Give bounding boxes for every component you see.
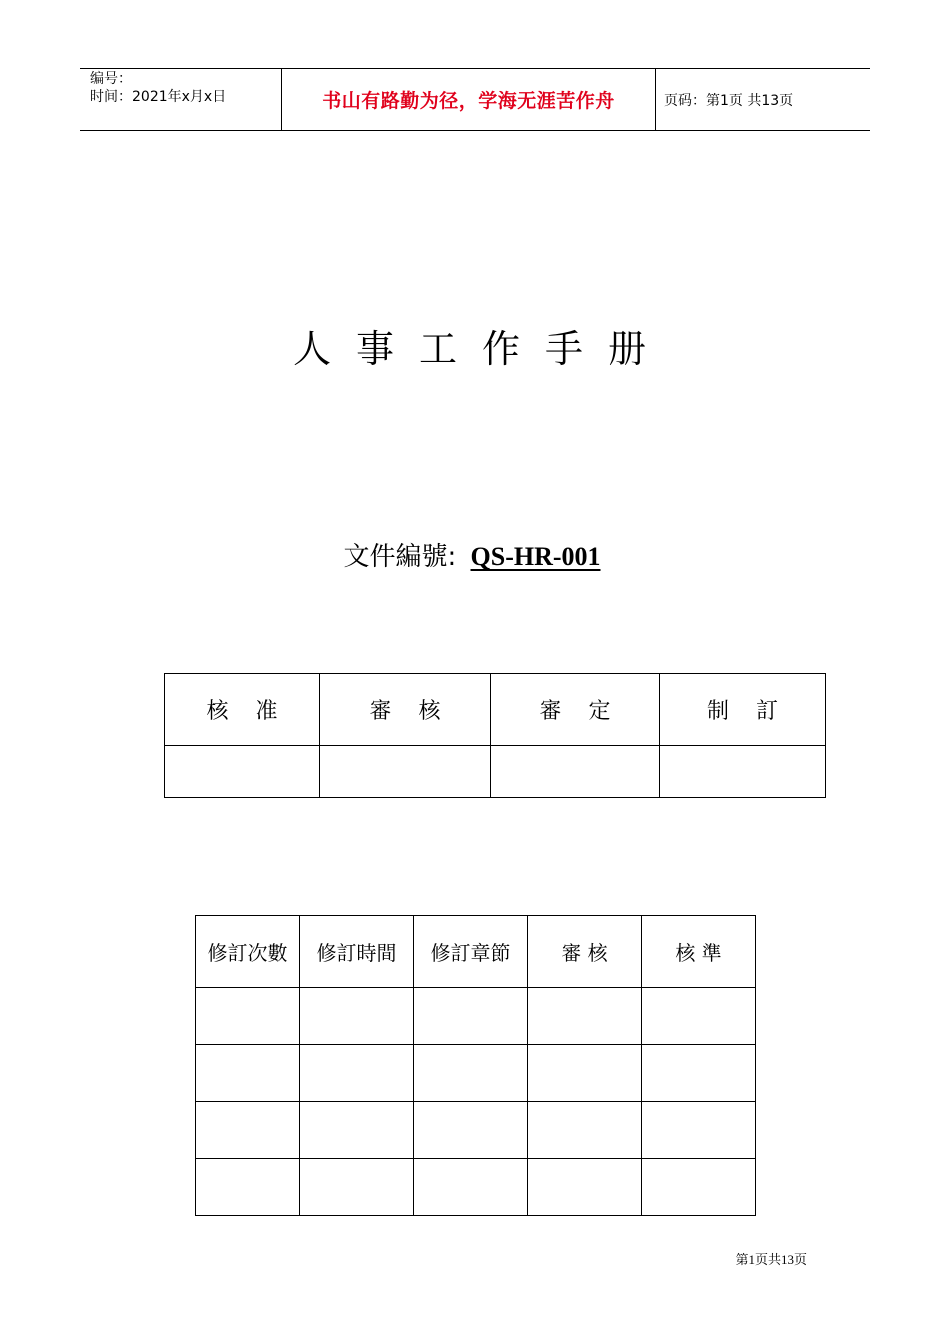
page-footer: 第1页共13页	[735, 1252, 807, 1267]
document-number-label: 文件編號:	[343, 542, 457, 572]
header-page-cell	[655, 69, 870, 130]
revision-header-time: 修訂時間	[300, 916, 414, 988]
revision-cell[interactable]	[300, 988, 414, 1045]
approval-cell[interactable]	[165, 746, 320, 798]
approval-table	[164, 673, 826, 798]
number-label: 编号：	[90, 71, 132, 87]
revision-header-approve: 核 準	[642, 916, 756, 988]
approval-header-row	[165, 674, 826, 746]
revision-header-row	[196, 916, 756, 988]
approval-header-draft: 制 訂	[660, 674, 826, 746]
motto: 书山有路勤为径，学海无涯苦作舟	[322, 90, 615, 112]
approval-signature-row	[165, 746, 826, 798]
revision-cell[interactable]	[414, 988, 528, 1045]
revision-row	[196, 1159, 756, 1216]
revision-cell[interactable]	[528, 1102, 642, 1159]
revision-cell[interactable]	[196, 988, 300, 1045]
revision-cell[interactable]	[642, 1045, 756, 1102]
revision-cell[interactable]	[642, 1159, 756, 1216]
revision-header-count: 修訂次數	[196, 916, 300, 988]
revision-header-section: 修訂章節	[414, 916, 528, 988]
time-label: 时间：2021年x月x日	[90, 89, 227, 105]
revision-cell[interactable]	[414, 1102, 528, 1159]
approval-cell[interactable]	[491, 746, 660, 798]
revision-cell[interactable]	[642, 1102, 756, 1159]
revision-cell[interactable]	[196, 1045, 300, 1102]
revision-row	[196, 1045, 756, 1102]
revision-cell[interactable]	[300, 1159, 414, 1216]
revision-cell[interactable]	[528, 988, 642, 1045]
revision-table	[195, 915, 756, 1216]
revision-cell[interactable]	[414, 1045, 528, 1102]
approval-header-finalize: 審 定	[491, 674, 660, 746]
revision-header-review: 審 核	[528, 916, 642, 988]
revision-row	[196, 1102, 756, 1159]
approval-header-approve: 核 准	[165, 674, 320, 746]
document-number	[0, 536, 950, 573]
page-header	[80, 68, 870, 131]
revision-cell[interactable]	[300, 1045, 414, 1102]
revision-cell[interactable]	[196, 1159, 300, 1216]
header-motto-cell	[281, 69, 656, 130]
approval-cell[interactable]	[320, 746, 491, 798]
approval-cell[interactable]	[660, 746, 826, 798]
revision-row	[196, 988, 756, 1045]
revision-cell[interactable]	[528, 1159, 642, 1216]
document-number-value: QS-HR-001	[470, 542, 601, 571]
revision-cell[interactable]	[528, 1045, 642, 1102]
revision-cell[interactable]	[414, 1159, 528, 1216]
document-title: 人事工作手册	[292, 327, 671, 371]
revision-cell[interactable]	[642, 988, 756, 1045]
header-meta	[80, 69, 281, 130]
revision-cell[interactable]	[300, 1102, 414, 1159]
approval-header-review: 審 核	[320, 674, 491, 746]
page-info: 页码：第1页 共13页	[664, 92, 794, 109]
revision-cell[interactable]	[196, 1102, 300, 1159]
